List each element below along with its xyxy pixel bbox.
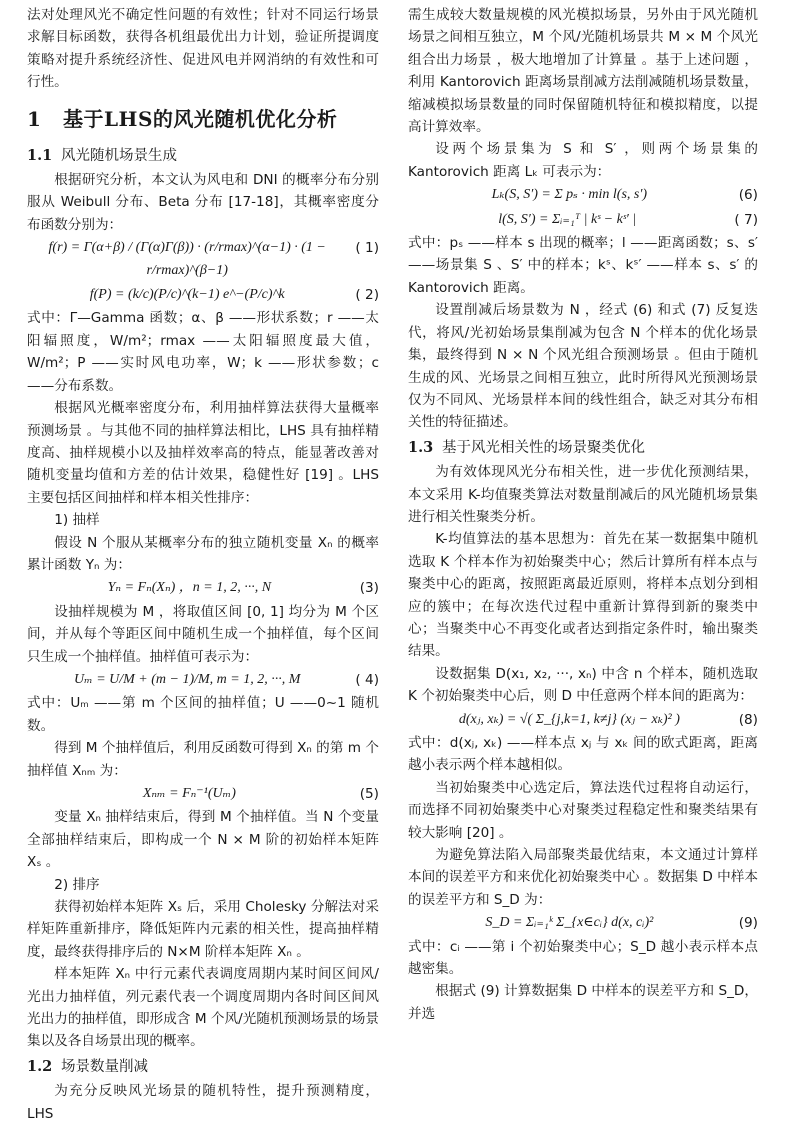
equation-1: f(r) = Γ(α+β) / (Γ(α)Γ(β)) · (r/rmax)^(α−1) · (1 − r/rmax)^(β−1) <box>48 240 326 278</box>
equation-number: (8) <box>738 711 758 728</box>
equation-row <box>408 709 758 731</box>
equation-number: ( 4) <box>355 671 379 688</box>
equation-4: Uₘ = U/M + (m − 1)/M, m = 1, 2, ···, M <box>74 671 301 687</box>
subsection-heading-1-2 <box>27 1056 379 1078</box>
equation-row <box>408 184 758 206</box>
subsection-heading-1-1 <box>27 145 379 167</box>
section-number: 1.3 <box>408 438 434 456</box>
equation-number: ( 1) <box>355 240 379 257</box>
paragraph: 设置削减后场景数为 N ，经式 (6) 和式 (7) 反复迭代，将风/光初始场景集削减为包含 N 个样本的优化场景集，最终得到 N × N 个风光组合预测场景 。但由于随机生成的风、光场景之间相互独立，此时所得风光预测场景仅为不同风、光场景样本间的线性组合，缺乏对其分布相关性的特征描述。 <box>408 302 758 431</box>
paragraph: 变量 Xₙ 抽样结束后，得到 M 个抽样值。当 N 个变量全部抽样结束后，即构成一个 N × M 阶的初始样本矩阵 Xₛ 。 <box>27 809 379 871</box>
section-number: 1.2 <box>27 1057 53 1075</box>
equation-row <box>27 783 379 805</box>
list-item: 2) 排序 <box>54 876 100 893</box>
paragraph: 设抽样规模为 M ，将取值区间 [0, 1] 均分为 M 个区间，并从每个等距区间中随机生成一个抽样值，每个区间只生成一个抽样值。抽样值可表示为： <box>27 603 379 665</box>
paragraph: 设数据集 D(x₁, x₂, ···, xₙ) 中含 n 个样本，随机选取 K 个初始聚类中心后，则 D 中任意两个样本间的距离为： <box>408 665 758 705</box>
paragraph: 为避免算法陷入局部聚类最优结束，本文通过计算样本间的误差平方和来优化初始聚类中心 。数据集 D 中样本的误差平方和 S_D 为： <box>408 847 758 908</box>
paragraph: K-均值算法的基本思想为：首先在某一数据集中随机选取 K 个样本作为初始聚类中心；然后计算所有样本点与聚类中心的距离，按照距离最近原则，将样本点划分到相应的簇中；在每次迭代过程中重新计算得到新的聚类中心；当聚类中心不再变化或者达到指定条件时，输出聚类结果。 <box>408 531 758 660</box>
paragraph: 需生成较大数量规模的风光模拟场景，另外由于风光随机场景之间相互独立，M 个风/光随机场景共 M × M 个风光组合出力场景 ，极大地增加了计算量 。基于上述问题 ，利用 Kantorovich 距离场景削减方法削减随机场景数量，缩减模拟场景数量的同时保留随机特征和模拟精度，以提高计算效率。 <box>408 7 758 136</box>
subsection-heading-1-3 <box>408 437 758 459</box>
equation-7: l(S, S′) = Σᵢ₌₁ᵀ | kˢ − kˢ′ | <box>498 211 637 227</box>
equation-row <box>27 237 379 282</box>
section-title: 基于LHS的风光随机优化分析 <box>63 106 338 131</box>
where-clause: 式中：cᵢ ——第 i 个初始聚类中心；S_D 越小表示样本点越密集。 <box>408 938 758 978</box>
paragraph: 根据研究分析，本文认为风电和 DNI 的概率分布分别服从 Weibull 分布、Beta 分布 [17-18]，其概率密度分布函数分别为： <box>27 172 379 233</box>
where-clause: 式中：pₛ ——样本 s 出现的概率；l ——距离函数；s、s′ ——场景集 S 、S′ 中的样本；kˢ、kˢ′ ——样本 s、s′ 的 Kantorovich 距离。 <box>408 235 758 296</box>
equation-row <box>408 209 758 231</box>
section-number: 1.1 <box>27 146 53 164</box>
equation-6: Lₖ(S, S′) = Σ pₛ · min l(s, s′) <box>491 187 648 203</box>
intro-paragraph: 法对处理风光不确定性问题的有效性；针对不同运行场景求解目标函数，获得各机组最优出力计划，验证所提调度策略对提升系统经济性、促进风电并网消纳的有效性和可行性。 <box>27 7 379 91</box>
section-title: 基于风光相关性的场景聚类优化 <box>442 439 645 456</box>
paragraph: 当初始聚类中心选定后，算法迭代过程将自动运行，而选择不同初始聚类中心对聚类过程稳定性和聚类结果有较大影响 [20] 。 <box>408 779 758 841</box>
section-heading-1 <box>27 104 379 134</box>
list-item: 1) 抽样 <box>54 512 100 529</box>
equation-8: d(xⱼ, xₖ) = √( Σ_{j,k=1, k≠j} (xⱼ − xₖ)² ) <box>458 711 680 727</box>
where-clause: 式中：d(xⱼ, xₖ) ——样本点 xⱼ 与 xₖ 间的欧式距离，距离越小表示两个样本越相似。 <box>408 735 758 774</box>
paragraph: 获得初始样本矩阵 Xₛ 后，采用 Cholesky 分解法对采样矩阵重新排序，降低矩阵内元素的相关性，提高抽样精度，最终获得排序后的 N×M 阶样本矩阵 Xₙ 。 <box>27 899 379 960</box>
equation-number: (3) <box>359 580 379 597</box>
equation-row <box>27 669 379 691</box>
equation-row <box>27 284 379 306</box>
paragraph: 设两个场景集为 S 和 S′ ，则两个场景集的 Kantorovich 距离 Lₖ 可表示为： <box>408 141 758 180</box>
where-clause: 式中：Γ—Gamma 函数；α、β ——形状系数；r ——太阳辐照度，W/m²；rmax ——太阳辐照度最大值，W/m²；P ——实时风电功率，W；k ——形状参数；c ——分布系数。 <box>27 310 379 394</box>
paragraph: 样本矩阵 Xₙ 中行元素代表调度周期内某时间区间风/光出力抽样值，列元素代表一个调度周期内各时间区间风光出力的抽样值，即形成含 M 个风/光随机预测场景的场景集以及各自场景出现的概率。 <box>27 966 379 1050</box>
paragraph: 得到 M 个抽样值后，利用反函数可得到 Xₙ 的第 m 个抽样值 Xₙₘ 为： <box>27 740 379 779</box>
section-title: 风光随机场景生成 <box>61 147 177 164</box>
paragraph: 为充分反映风光场景的随机特性，提升预测精度，LHS <box>27 1083 379 1122</box>
paragraph: 为有效体现风光分布相关性，进一步优化预测结果，本文采用 K-均值聚类算法对数量削减后的风光随机场景集进行相关性聚类分析。 <box>408 464 758 525</box>
right-column <box>408 4 758 1025</box>
equation-number: (6) <box>738 187 758 204</box>
equation-row <box>408 912 758 934</box>
paragraph: 根据风光概率密度分布，利用抽样算法获得大量概率预测场景 。与其他不同的抽样算法相比，LHS 具有抽样精度高、抽样规模小以及抽样效率高的特点，能显著改善对随机变量均值和方差的估计效果，稳健性好 [19] 。LHS 主要包括区间抽样和样本相关性排序： <box>27 400 379 506</box>
equation-5: Xₙₘ = Fₙ⁻¹(Uₘ) <box>142 786 236 801</box>
where-clause: 式中：Uₘ ——第 m 个区间的抽样值；U ——0~1 随机数。 <box>27 695 379 734</box>
equation-3: Yₙ = Fₙ(Xₙ) ，n = 1, 2, ···, N <box>107 580 272 596</box>
equation-number: ( 7) <box>734 211 758 228</box>
equation-row <box>27 577 379 599</box>
left-column <box>27 4 379 1125</box>
equation-number: (5) <box>359 786 379 802</box>
paragraph: 根据式 (9) 计算数据集 D 中样本的误差平方和 S_D，并选 <box>408 983 758 1022</box>
equation-9: S_D = Σᵢ₌₁ᵏ Σ_{x∈cᵢ} d(x, cᵢ)² <box>485 915 654 931</box>
equation-2: f(P) = (k/c)(P/c)^(k−1) e^−(P/c)^k <box>89 287 285 303</box>
equation-number: ( 2) <box>355 287 379 304</box>
section-number: 1 <box>27 106 42 131</box>
section-title: 场景数量削减 <box>61 1058 148 1075</box>
equation-number: (9) <box>738 915 758 932</box>
paragraph: 假设 N 个服从某概率分布的独立随机变量 Xₙ 的概率累计函数 Yₙ 为： <box>27 534 379 573</box>
